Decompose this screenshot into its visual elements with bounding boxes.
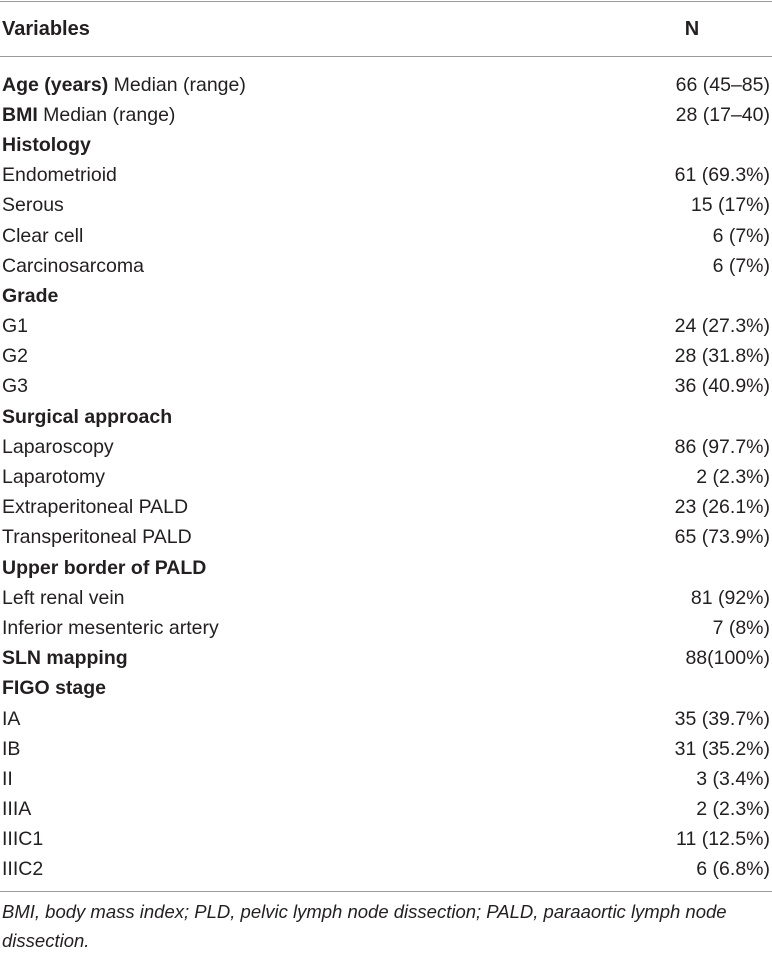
row-label	[2, 828, 43, 851]
row-label	[2, 255, 144, 278]
row-label-text: IA	[2, 707, 21, 730]
table-footnote: BMI, body mass index; PLD, pelvic lymph node dissection; PALD, paraaortic lymph node dissection.	[2, 901, 727, 952]
row-label	[2, 406, 172, 429]
table-row	[0, 674, 772, 704]
row-label-text: Laparoscopy	[2, 435, 114, 458]
row-label-text: IIIA	[2, 798, 32, 821]
header-variables: Variables	[2, 17, 90, 40]
row-label	[2, 677, 106, 700]
row-label	[2, 134, 91, 157]
row-value: 36 (40.9%)	[674, 375, 770, 398]
table-row	[0, 795, 772, 825]
row-value: 35 (39.7%)	[674, 707, 770, 730]
row-label	[2, 285, 58, 308]
row-label-text: IIIC1	[2, 828, 44, 851]
table-row	[0, 432, 772, 462]
table-row	[0, 855, 772, 885]
row-label-bold: BMI	[2, 103, 38, 126]
row-label-bold: Surgical approach	[2, 405, 173, 428]
row-label-text: Endometrioid	[2, 164, 117, 187]
row-label	[2, 768, 13, 791]
row-label-text: Carcinosarcoma	[2, 254, 144, 277]
row-label	[2, 104, 175, 127]
row-label	[2, 647, 128, 670]
row-value: 2 (2.3%)	[696, 466, 770, 489]
row-value: 24 (27.3%)	[674, 315, 770, 338]
row-value: 6 (6.8%)	[696, 858, 770, 881]
row-label	[2, 194, 64, 217]
row-value: 88(100%)	[685, 647, 770, 670]
row-label	[2, 526, 192, 549]
row-value: 86 (97.7%)	[674, 435, 770, 458]
table-row	[0, 644, 772, 674]
table-row	[0, 825, 772, 855]
row-label-text: Extraperitoneal PALD	[2, 496, 189, 519]
row-label-bold: SLN mapping	[2, 647, 128, 670]
row-label	[2, 617, 219, 640]
row-value: 2 (2.3%)	[696, 798, 770, 821]
table-row	[0, 130, 772, 160]
row-label-bold: Histology	[2, 133, 91, 156]
row-label	[2, 345, 28, 368]
row-label-text: Serous	[2, 194, 64, 217]
row-label	[2, 557, 206, 580]
table-row	[0, 553, 772, 583]
table-row	[0, 70, 772, 100]
row-label	[2, 708, 20, 731]
table-row	[0, 462, 772, 492]
row-label	[2, 466, 105, 489]
row-label	[2, 858, 43, 881]
row-value: 15 (17%)	[690, 194, 770, 217]
row-value: 65 (73.9%)	[674, 526, 770, 549]
table-row	[0, 342, 772, 372]
row-label	[2, 587, 125, 610]
row-value: 6 (7%)	[712, 254, 770, 277]
table-body	[0, 57, 772, 885]
table-row	[0, 312, 772, 342]
patient-characteristics-table	[0, 1, 772, 955]
table-row	[0, 493, 772, 523]
table-row	[0, 523, 772, 553]
table-row	[0, 221, 772, 251]
row-label-bold: Upper border of PALD	[2, 556, 207, 579]
table-row	[0, 613, 772, 643]
row-value: 28 (31.8%)	[674, 345, 770, 368]
row-label-bold: FIGO stage	[2, 677, 107, 700]
table-row	[0, 281, 772, 311]
row-value: 66 (45–85)	[675, 73, 770, 96]
row-label-text: Left renal vein	[2, 586, 125, 609]
table-row	[0, 251, 772, 281]
row-label	[2, 375, 28, 398]
row-label-text: Laparotomy	[2, 466, 105, 489]
row-value: 3 (3.4%)	[696, 767, 770, 790]
header-n: N	[684, 17, 700, 40]
row-value: 31 (35.2%)	[674, 737, 770, 760]
table-header	[0, 2, 772, 56]
row-label-text: IB	[2, 737, 21, 760]
row-value: 6 (7%)	[712, 224, 770, 247]
row-label-text: Transperitoneal PALD	[2, 526, 192, 549]
row-label-text: Median (range)	[108, 73, 246, 96]
table-row	[0, 734, 772, 764]
row-label	[2, 436, 114, 459]
row-label	[2, 798, 31, 821]
row-label	[2, 74, 246, 97]
row-label-bold: Age (years)	[2, 73, 109, 96]
row-value: 7 (8%)	[712, 616, 770, 639]
row-label-text: G3	[2, 375, 29, 398]
table-row	[0, 764, 772, 794]
table-row	[0, 191, 772, 221]
row-label	[2, 225, 83, 248]
row-label	[2, 164, 117, 187]
row-label	[2, 315, 28, 338]
row-value: 61 (69.3%)	[674, 164, 770, 187]
row-label-text: IIIC2	[2, 858, 44, 881]
row-label-text: Clear cell	[2, 224, 84, 247]
row-value: 28 (17–40)	[675, 103, 770, 126]
row-value: 11 (12.5%)	[676, 828, 770, 851]
row-label-text: G2	[2, 345, 29, 368]
table-row	[0, 372, 772, 402]
row-label-bold: Grade	[2, 284, 59, 307]
table-row	[0, 161, 772, 191]
table-row	[0, 583, 772, 613]
row-label-text: Inferior mesenteric artery	[2, 616, 219, 639]
table-row	[0, 402, 772, 432]
row-label	[2, 496, 188, 519]
table-row	[0, 704, 772, 734]
row-value: 23 (26.1%)	[674, 496, 770, 519]
row-label	[2, 738, 20, 761]
row-value: 81 (92%)	[690, 586, 770, 609]
row-label-text: Median (range)	[37, 103, 176, 126]
row-label-text: II	[2, 767, 13, 790]
table-row	[0, 100, 772, 130]
row-label-text: G1	[2, 315, 29, 338]
